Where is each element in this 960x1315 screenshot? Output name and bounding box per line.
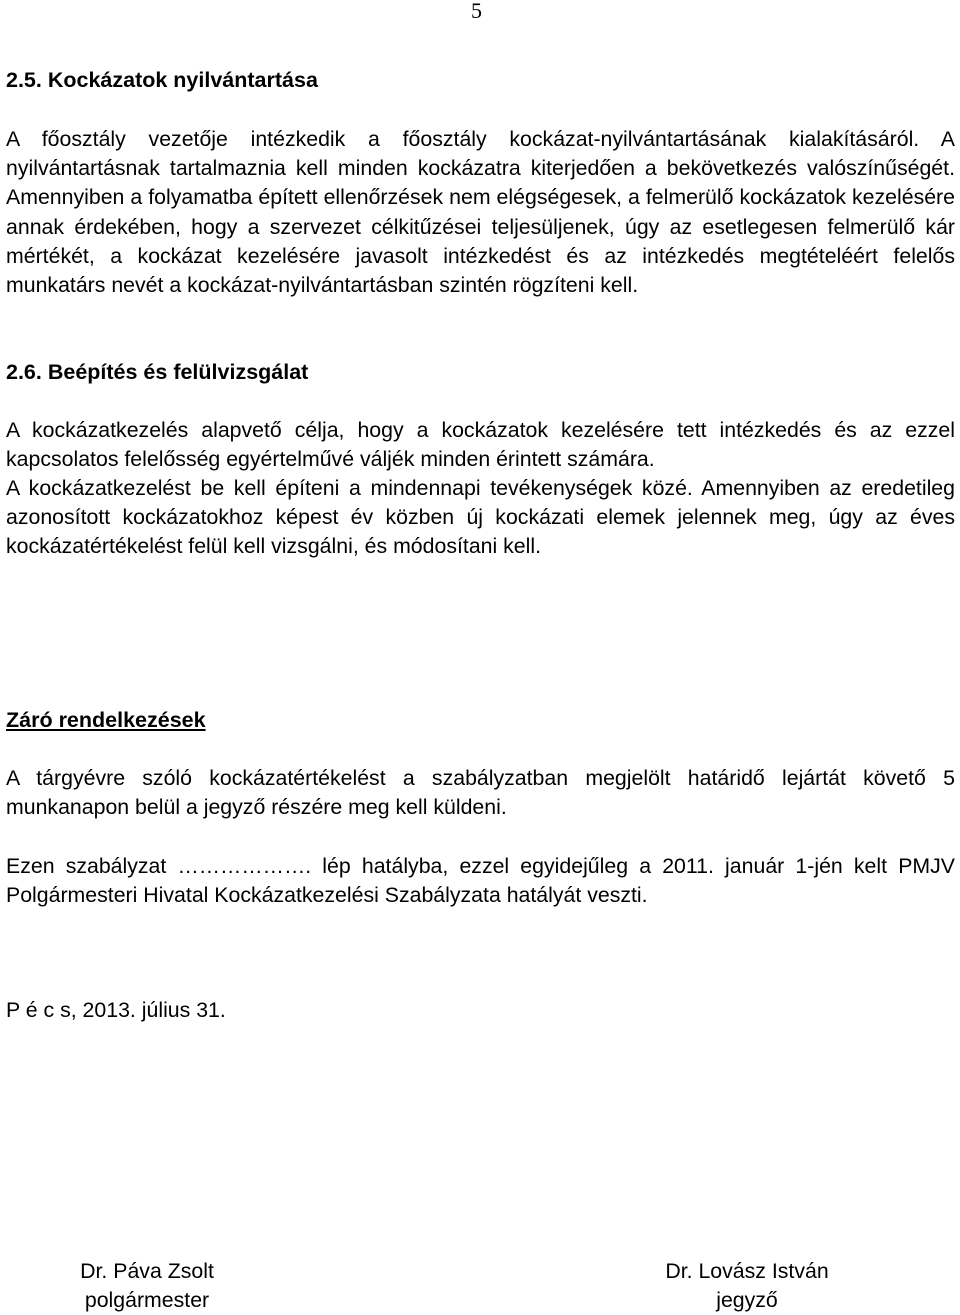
closing-paragraph-2: Ezen szabályzat ………………. lép hatályba, ezzel egyidejűleg a 2011. január 1-jén kelt PMJV Polgármesteri Hivatal Kockázatkezelési Szabályzata hatályát veszti.: [6, 854, 955, 908]
page-number: 5: [471, 0, 482, 23]
place-date: P é c s, 2013. július 31.: [6, 998, 226, 1022]
signature-left-name: Dr. Páva Zsolt: [80, 1259, 214, 1283]
signature-right-name: Dr. Lovász István: [665, 1259, 829, 1283]
closing-paragraph-1: A tárgyévre szóló kockázatértékelést a szabályzatban megjelölt határidő lejártát követő 5 munkanapon belül a jegyző részére meg kell küldeni.: [6, 766, 955, 820]
signature-right: [640, 1257, 854, 1315]
section-2-6-paragraph-1: A kockázatkezelés alapvető célja, hogy a kockázatok kezelésére tett intézkedés és az ezzel kapcsolatos felelősség egyértelművé váljék minden érintett számára.: [6, 418, 955, 472]
section-2-5-heading: 2.5. Kockázatok nyilvántartása: [6, 68, 318, 92]
signature-left: [40, 1257, 254, 1315]
section-2-6-paragraph-2: A kockázatkezelést be kell építeni a mindennapi tevékenységek közé. Amennyiben az eredetileg azonosított kockázatokhoz képest év közben új kockázati elemek jelennek meg, úgy az éves kockázatértékelést felül kell vizsgálni, és módosítani kell.: [6, 476, 955, 559]
signature-left-title: polgármester: [84, 1288, 210, 1312]
signature-right-title: jegyző: [716, 1288, 778, 1312]
closing-heading: Záró rendelkezések: [6, 708, 206, 732]
section-2-6-heading: 2.6. Beépítés és felülvizsgálat: [6, 360, 309, 384]
section-2-5-paragraph: A főosztály vezetője intézkedik a főosztály kockázat-nyilvántartásának kialakításáról. A nyilvántartásnak tartalmaznia kell minden kockázatra kiterjedően a bekövetkezés valószínűségét. Amennyiben a folyamatba épített ellenőrzések nem elégségesek, a felmerülő kockázatok kezelésére annak érdekében, hogy a szervezet célkitűzései teljesüljenek, úgy az esetlegesen felmerülő kár mértékét, a kockázat kezelésére javasolt intézkedést és az intézkedés megtételéért felelős munkatárs nevét a kockázat-nyilvántartásban szintén rögzíteni kell.: [6, 127, 955, 298]
